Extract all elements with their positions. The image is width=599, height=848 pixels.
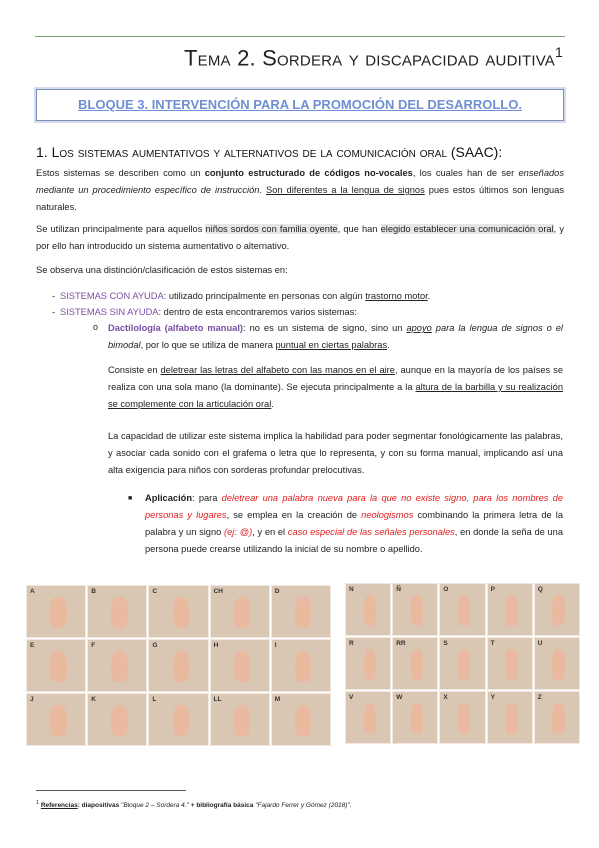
sign-photo xyxy=(345,691,391,744)
sign-photo xyxy=(392,583,438,636)
sign-letter-label: T xyxy=(490,640,495,647)
page-title: Tema 2. Sordera y discapacidad auditiva$^1$ xyxy=(184,44,563,71)
bullet-square: ■ xyxy=(128,495,133,502)
sign-letter-label: I xyxy=(274,642,277,649)
sign-letter-label: K xyxy=(91,696,96,703)
subitem-aplicacion: Aplicación: para deletrear una palabra nueva para la que no existe signo, para los nombres de personas y lugares, se emplea en la creación de neologismos combinando la primera letra de la palabra y un signo (ej: @), y en el caso especial de las señales personales, en donde la seña de una persona puede crearse utilizando la inicial de su nombre o apellido. xyxy=(145,493,564,554)
bullet-circle: o xyxy=(93,322,99,332)
sign-letter-label: L xyxy=(152,696,157,703)
list-item-con-ayuda: - SISTEMAS CON AYUDA: utilizado principalmente en personas con algún trastorno motor. xyxy=(52,291,431,301)
sign-letter-label: S xyxy=(443,640,448,647)
hand-figure xyxy=(295,597,311,628)
hand-figure xyxy=(505,649,517,680)
sign-photo xyxy=(439,637,485,690)
sign-photo xyxy=(534,637,580,690)
sign-photo xyxy=(148,639,208,692)
sign-letter-label: A xyxy=(30,588,35,595)
hand-figure xyxy=(234,651,250,682)
hand-figure xyxy=(552,649,564,680)
paragraph-5: La capacidad de utilizar este sistema implica la habilidad para poder segmentar fonológicamente las palabras, y asociar cada sonido con el grafema o letra que lo representa, y con su forma manual, implicando así una alta exigencia para niños con sorderas profundar prelocutivas. xyxy=(108,431,563,475)
sign-photo xyxy=(271,693,331,746)
hand-figure xyxy=(173,651,189,682)
bloque-box xyxy=(36,89,564,121)
header-rule xyxy=(35,36,565,37)
sign-photo xyxy=(439,691,485,744)
sign-letter-label: J xyxy=(30,696,34,703)
hand-figure xyxy=(173,597,189,628)
sign-letter-label: C xyxy=(152,588,158,595)
sign-photo xyxy=(148,585,208,638)
sign-letter-label: O xyxy=(443,586,449,593)
hand-figure xyxy=(173,705,189,736)
hand-figure xyxy=(411,595,423,626)
sign-photo xyxy=(487,691,533,744)
sign-photo xyxy=(487,583,533,636)
sign-letter-label: R xyxy=(349,640,354,647)
sign-photo xyxy=(87,693,147,746)
sign-letter-label: F xyxy=(91,642,96,649)
alphabet-image-right xyxy=(345,583,581,745)
sign-letter-label: H xyxy=(213,642,219,649)
hand-figure xyxy=(111,705,127,736)
paragraph-2: Se utilizan principalmente para aquellos niños sordos con familia oyente, que han elegido establecer una comunicación oral, y por ello han introducido un sistema aumentativo o alternativo. xyxy=(36,224,564,251)
sign-photo xyxy=(392,691,438,744)
footnote: $^1$ Referencias: diapositivas "Bloque 2 – Sordera 4." + bibliografía básica "Fajardo Ferrer y Gómez (2018)". xyxy=(36,800,352,810)
hand-figure xyxy=(505,703,517,734)
paragraph-4: Consiste en deletrear las letras del alfabeto con las manos en el aire, aunque en la mayoría de los países se realiza con una sola mano (la dominante). Se ejecuta principalmente a la altura de la barbilla y su realización se complemente con la articulación oral. xyxy=(108,365,563,409)
sign-letter-label: Q xyxy=(537,586,543,593)
hand-figure xyxy=(458,703,470,734)
sign-letter-label: B xyxy=(91,588,96,595)
sign-letter-label: D xyxy=(274,588,280,595)
hand-figure xyxy=(234,597,250,628)
sign-letter-label: CH xyxy=(213,588,223,595)
hand-figure xyxy=(50,651,66,682)
sign-photo xyxy=(271,639,331,692)
hand-figure xyxy=(234,705,250,736)
hand-figure xyxy=(364,649,376,680)
hand-figure xyxy=(111,651,127,682)
sign-letter-label: W xyxy=(396,694,403,701)
sign-photo xyxy=(439,583,485,636)
hand-figure xyxy=(50,705,66,736)
sign-photo xyxy=(87,639,147,692)
hand-figure xyxy=(364,703,376,734)
hand-figure xyxy=(50,597,66,628)
sign-letter-label: N xyxy=(349,586,354,593)
paragraph-3: Se observa una distinción/clasificación de estos sistemas en: xyxy=(36,265,288,275)
hand-figure xyxy=(552,595,564,626)
hand-figure xyxy=(458,649,470,680)
footnote-rule xyxy=(36,790,186,791)
list-item-sin-ayuda: - SISTEMAS SIN AYUDA: dentro de esta encontraremos varios sistemas: xyxy=(52,307,357,317)
sign-letter-label: M xyxy=(274,696,281,703)
hand-figure xyxy=(111,597,127,628)
sign-photo xyxy=(148,693,208,746)
sign-letter-label: Ñ xyxy=(396,586,401,593)
sign-letter-label: U xyxy=(537,640,543,647)
sign-photo xyxy=(210,585,270,638)
sign-photo xyxy=(26,693,86,746)
subitem-dactilologia: Dactilología (alfabeto manual): no es un sistema de signo, sino un apoyo para la lengua de signos o el bimodal, por lo que se utiliza de manera puntual en ciertas palabras. xyxy=(108,323,563,350)
sign-photo xyxy=(345,637,391,690)
hand-figure xyxy=(295,651,311,682)
section-heading: 1. Los sistemas aumentativos y alternativos de la comunicación oral (SAAC): xyxy=(36,144,503,160)
hand-figure xyxy=(505,595,517,626)
hand-figure xyxy=(411,649,423,680)
sign-letter-label: G xyxy=(152,642,158,649)
sign-photo xyxy=(210,639,270,692)
sign-photo xyxy=(26,585,86,638)
sign-letter-label: Z xyxy=(537,694,542,701)
sign-photo xyxy=(271,585,331,638)
hand-figure xyxy=(458,595,470,626)
bloque-heading: BLOQUE 3. INTERVENCIÓN PARA LA PROMOCIÓN DEL DESARROLLO. xyxy=(78,97,522,112)
hand-figure xyxy=(552,703,564,734)
sign-photo xyxy=(487,637,533,690)
sign-photo xyxy=(534,583,580,636)
sign-letter-label: X xyxy=(443,694,448,701)
sign-photo xyxy=(210,693,270,746)
sign-photo xyxy=(26,639,86,692)
sign-letter-label: P xyxy=(490,586,495,593)
sign-letter-label: LL xyxy=(213,696,222,703)
sign-photo xyxy=(392,637,438,690)
sign-photo xyxy=(534,691,580,744)
sign-letter-label: RR xyxy=(396,640,406,647)
hand-figure xyxy=(411,703,423,734)
alphabet-image-left xyxy=(26,585,332,747)
sign-letter-label: V xyxy=(349,694,354,701)
paragraph-1: Estos sistemas se describen como un conjunto estructurado de códigos no-vocales, los cuales han de ser enseñados mediante un procedimiento específico de instrucción. Son diferentes a la lengua de signos pues estos últimos son lenguas naturales. xyxy=(36,168,564,212)
sign-photo xyxy=(87,585,147,638)
sign-letter-label: E xyxy=(30,642,35,649)
hand-figure xyxy=(364,595,376,626)
sign-letter-label: Y xyxy=(490,694,495,701)
sign-photo xyxy=(345,583,391,636)
hand-figure xyxy=(295,705,311,736)
